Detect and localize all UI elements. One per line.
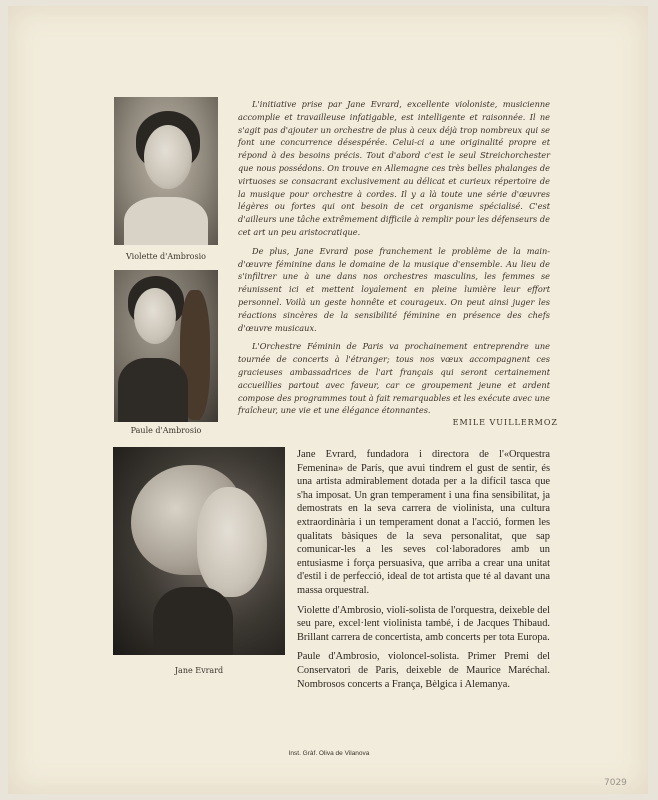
photo-jane-evrard [113,447,285,655]
printer-imprint: Inst. Gràf. Oliva de Vilanova [288,750,370,757]
pencil-note: 7029 [604,778,627,788]
catalan-text-block [297,448,550,697]
french-paragraph-1: L'initiative prise par Jane Evrard, excellente violoniste, musicienne accomplie et travailleuse infatigable, est intelligente et raisonnée. Il ne s'agit pas d'ajouter un orchestre de plus à ceux déjà trop nombreux qui se font une concurrence désespérée. Celui-ci a une originalité propre et répond à des besoins précis. Tout d'abord c'est le seul Streichorchester que nous possédons. On trouve en Allemagne ces très belles phalanges de virtuoses se consacrant exclusivement au délicat et curieux répertoire de la musique pour orchestre à cordes. Il y a là toute une série d'œuvres légères ou fortes qui ont besoin de cet organisme spécialisé. C'est d'ailleurs une tâche extrêmement difficile à remplir pour les défenseurs de cet art un peu aristocratique. [238,99,550,237]
photo-paule [114,270,218,422]
photo-violette [114,97,218,245]
signature: EMILE VUILLERMOZ [452,418,558,427]
catalan-paragraph-1: Jane Evrard, fundadora i directora de l'«Orquestra Femenina» de París, que avui tindrem el gust de sentir, és una artista admirablement dotada per a la difícil tasca que s'ha imposat. Un gran temperament i una fina sensibilitat, ja demostrats en la seva carrera de violinista, una cultura extraordinària i un temperament donat a l'acció, formen les qualitats bàsiques de la seva personalitat, que sap comunicar-les a les seves col·laboradores amb un entusiasme i força persuasiva, que arriba a crear una unitat d'estil i de perfecció, ideal de tot artista que té al davant una massa orquestral. [297,449,550,596]
french-paragraph-3: L'Orchestre Féminin de Paris va prochainement entreprendre une tournée de concerts à l'étranger; tous nos vœux accompagnent ces gracieuses ambassadrices de l'art français qui seront certainement accueillies partout avec faveur, car ce groupement jeune et ardent compose des programmes tout à fait remarquables et les exécute avec une fraîcheur, une vie et une élégance étonnantes. [238,341,550,416]
caption-paule: Paule d'Ambrosio [130,426,202,435]
catalan-paragraph-3: Paule d'Ambrosio, violoncel-solista. Primer Premi del Conservatori de Paris, deixeble de Maurice Maréchal. Nombrosos concerts a França, Bèlgica i Alemanya. [297,651,550,690]
caption-jane-evrard: Jane Evrard [174,666,224,675]
caption-violette: Violette d'Ambrosio [126,252,206,261]
catalan-paragraph-2: Violette d'Ambrosio, violí-solista de l'orquestra, deixeble del seu pare, excel·lent violinista també, i de Jacques Thibaud. Brillant carrera de concertista, amb concerts per tota Europa. [297,604,550,643]
french-paragraph-2: De plus, Jane Evrard pose franchement le problème de la main-d'œuvre féminine dans le domaine de la musique d'ensemble. Au lieu de s'infiltrer une à une dans nos orchestres masculins, les femmes se réunissent ici et mettent loyalement en pleine lumière leur effort personnel. Voilà un geste honnête et courageux. On peut ainsi juger les réactions sincères de la sensibilité féminine en présence des chefs d'œuvre musicaux. [238,245,550,333]
french-text-block [238,98,550,423]
